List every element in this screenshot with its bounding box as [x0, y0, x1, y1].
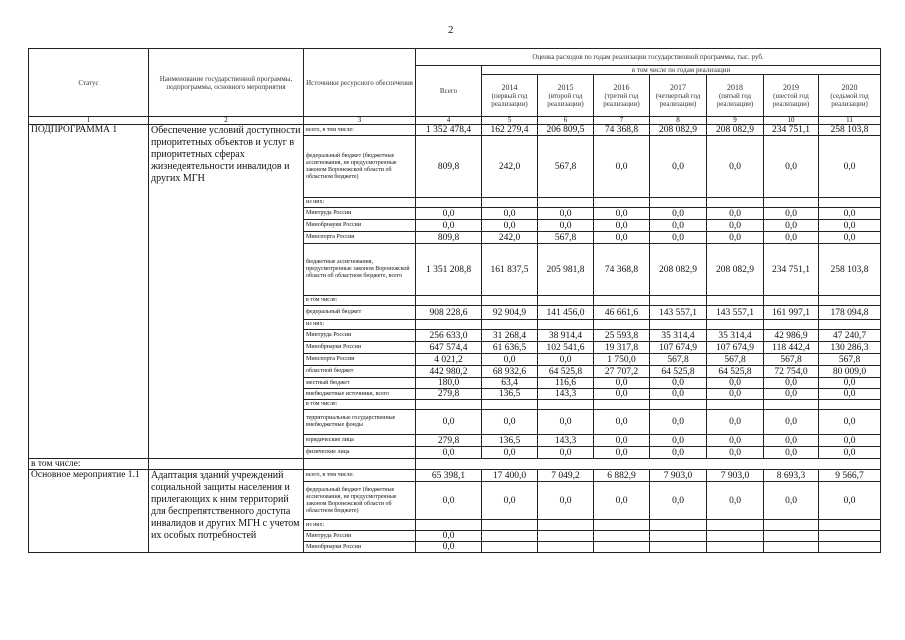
total-cell: 809,8	[416, 232, 482, 244]
year-value-cell	[594, 198, 650, 208]
year-header	[819, 75, 881, 117]
year-value-cell: 107 674,9	[707, 342, 764, 354]
empty-cell	[304, 459, 416, 470]
year-value-cell: 208 082,9	[707, 244, 764, 296]
year-value-cell: 0,0	[764, 435, 819, 447]
year-value-cell: 0,0	[650, 482, 707, 520]
year-value-cell	[764, 531, 819, 542]
year-value-cell: 0,0	[819, 435, 881, 447]
year-value-cell: 136,5	[482, 389, 538, 400]
year-number: 2017	[670, 82, 686, 92]
source-cell: федеральный бюджет (бюджетные ассигнования, не предусмотренные законом Воронежской области об областном бюджете)	[304, 136, 416, 198]
year-value-cell	[764, 296, 819, 306]
year-value-cell: 107 674,9	[650, 342, 707, 354]
table-row	[29, 125, 881, 136]
year-value-cell: 0,0	[707, 378, 764, 389]
year-value-cell: 64 525,8	[538, 366, 594, 378]
year-value-cell: 208 082,9	[707, 125, 764, 136]
year-value-cell: 162 279,4	[482, 125, 538, 136]
year-value-cell: 0,0	[707, 447, 764, 459]
total-cell: 647 574,4	[416, 342, 482, 354]
year-value-cell: 0,0	[707, 208, 764, 220]
year-header	[650, 75, 707, 117]
year-value-cell: 567,8	[538, 136, 594, 198]
year-value-cell: 0,0	[819, 220, 881, 232]
total-cell: 4 021,2	[416, 354, 482, 366]
year-value-cell: 143,3	[538, 435, 594, 447]
year-value-cell: 0,0	[764, 220, 819, 232]
source-cell: внебюджетные источники, всего	[304, 389, 416, 400]
year-value-cell: 143 557,1	[707, 306, 764, 320]
year-value-cell: 567,8	[650, 354, 707, 366]
year-value-cell: 92 904,9	[482, 306, 538, 320]
year-value-cell: 0,0	[594, 435, 650, 447]
year-value-cell: 0,0	[482, 220, 538, 232]
year-value-cell: 0,0	[538, 220, 594, 232]
source-cell: из них:	[304, 320, 416, 330]
year-header	[482, 75, 538, 117]
year-value-cell: 0,0	[594, 378, 650, 389]
year-value-cell: 0,0	[764, 447, 819, 459]
year-value-cell	[594, 542, 650, 553]
year-value-cell: 27 707,2	[594, 366, 650, 378]
source-cell: юридические лица	[304, 435, 416, 447]
year-label: (третий год реализации)	[603, 91, 640, 108]
total-cell: 65 398,1	[416, 470, 482, 482]
year-value-cell: 35 314,4	[650, 330, 707, 342]
year-value-cell: 258 103,8	[819, 244, 881, 296]
year-value-cell: 1 750,0	[594, 354, 650, 366]
year-value-cell: 242,0	[482, 136, 538, 198]
year-value-cell: 0,0	[707, 136, 764, 198]
total-cell: 0,0	[416, 220, 482, 232]
source-cell: федеральный бюджет	[304, 306, 416, 320]
year-value-cell: 0,0	[764, 136, 819, 198]
year-value-cell: 242,0	[482, 232, 538, 244]
year-value-cell: 234 751,1	[764, 244, 819, 296]
total-cell: 0,0	[416, 208, 482, 220]
year-value-cell: 258 103,8	[819, 125, 881, 136]
year-value-cell: 0,0	[482, 354, 538, 366]
year-header	[764, 75, 819, 117]
year-value-cell: 80 009,0	[819, 366, 881, 378]
year-value-cell	[538, 520, 594, 531]
year-value-cell	[650, 520, 707, 531]
year-value-cell: 0,0	[538, 354, 594, 366]
year-value-cell: 143 557,1	[650, 306, 707, 320]
total-cell: 0,0	[416, 447, 482, 459]
year-value-cell: 7 903,0	[650, 470, 707, 482]
year-value-cell: 208 082,9	[650, 244, 707, 296]
total-cell	[416, 520, 482, 531]
year-value-cell: 0,0	[594, 447, 650, 459]
year-value-cell: 0,0	[538, 410, 594, 435]
year-value-cell: 0,0	[764, 208, 819, 220]
year-value-cell: 7 903,0	[707, 470, 764, 482]
year-value-cell: 0,0	[819, 378, 881, 389]
year-value-cell: 0,0	[538, 482, 594, 520]
empty-cell	[149, 459, 304, 470]
year-header	[538, 75, 594, 117]
source-cell: Минобрнауки России	[304, 220, 416, 232]
column-index: 10	[764, 117, 819, 125]
column-index: 7	[594, 117, 650, 125]
year-label: (второй год реализации)	[547, 91, 584, 108]
total-cell: 0,0	[416, 410, 482, 435]
header-total: Всего	[416, 66, 482, 117]
year-value-cell	[764, 198, 819, 208]
year-value-cell: 0,0	[650, 447, 707, 459]
header-status: Статус	[29, 49, 149, 117]
year-header	[707, 75, 764, 117]
year-value-cell	[707, 531, 764, 542]
column-index: 8	[650, 117, 707, 125]
total-cell: 809,8	[416, 136, 482, 198]
year-value-cell: 0,0	[482, 208, 538, 220]
year-value-cell: 0,0	[650, 389, 707, 400]
source-cell: Минобрнауки России	[304, 542, 416, 553]
year-value-cell: 64 525,8	[650, 366, 707, 378]
year-label: (пятый год реализации)	[716, 91, 754, 108]
year-value-cell: 0,0	[650, 378, 707, 389]
year-value-cell: 0,0	[707, 232, 764, 244]
year-value-cell: 116,6	[538, 378, 594, 389]
source-cell: из них:	[304, 520, 416, 531]
year-value-cell	[650, 320, 707, 330]
total-cell: 1 352 478,4	[416, 125, 482, 136]
year-value-cell: 0,0	[538, 447, 594, 459]
column-index: 4	[416, 117, 482, 125]
year-value-cell	[538, 400, 594, 410]
year-value-cell: 64 525,8	[707, 366, 764, 378]
year-value-cell: 25 593,8	[594, 330, 650, 342]
year-value-cell	[764, 320, 819, 330]
year-value-cell: 0,0	[594, 220, 650, 232]
year-value-cell	[538, 320, 594, 330]
year-value-cell: 0,0	[764, 482, 819, 520]
year-value-cell	[482, 320, 538, 330]
year-value-cell: 72 754,0	[764, 366, 819, 378]
year-label: (шестой год реализации)	[772, 91, 810, 108]
year-value-cell: 208 082,9	[650, 125, 707, 136]
total-cell	[416, 198, 482, 208]
year-value-cell: 0,0	[764, 389, 819, 400]
year-value-cell: 0,0	[764, 410, 819, 435]
year-label: (первый год реализации)	[491, 91, 528, 108]
year-value-cell	[819, 531, 881, 542]
source-cell: в том числе:	[304, 400, 416, 410]
year-header	[594, 75, 650, 117]
year-value-cell: 8 693,3	[764, 470, 819, 482]
subprogram-name: Обеспечение условий доступности приоритетных объектов и услуг в приоритетных сферах жизнедеятельности инвалидов и других МГН	[149, 125, 304, 459]
year-value-cell: 0,0	[819, 136, 881, 198]
year-value-cell	[819, 542, 881, 553]
year-value-cell	[650, 198, 707, 208]
year-value-cell: 0,0	[707, 482, 764, 520]
year-value-cell	[650, 542, 707, 553]
year-value-cell: 161 997,1	[764, 306, 819, 320]
year-value-cell: 0,0	[819, 389, 881, 400]
year-number: 2014	[501, 82, 518, 92]
year-value-cell: 0,0	[594, 136, 650, 198]
year-value-cell: 0,0	[538, 208, 594, 220]
year-value-cell: 0,0	[707, 435, 764, 447]
resource-table	[28, 48, 881, 553]
year-value-cell: 0,0	[819, 482, 881, 520]
total-cell: 0,0	[416, 482, 482, 520]
year-value-cell	[482, 531, 538, 542]
source-cell: всего, в том числе:	[304, 125, 416, 136]
year-value-cell: 0,0	[482, 482, 538, 520]
year-value-cell: 0,0	[482, 447, 538, 459]
year-value-cell: 0,0	[707, 410, 764, 435]
source-cell: федеральный бюджет (бюджетные ассигнования, не предусмотренные законом Воронежской области об областном бюджете)	[304, 482, 416, 520]
year-value-cell: 0,0	[819, 410, 881, 435]
year-value-cell	[538, 198, 594, 208]
year-value-cell: 567,8	[538, 232, 594, 244]
year-number: 2019	[783, 82, 799, 92]
activity-status: Основное мероприятие 1.1	[29, 470, 149, 553]
year-value-cell	[482, 198, 538, 208]
year-value-cell	[650, 296, 707, 306]
year-value-cell: 74 368,8	[594, 244, 650, 296]
year-value-cell	[707, 296, 764, 306]
year-number: 2016	[613, 82, 630, 92]
year-value-cell: 7 049,2	[538, 470, 594, 482]
year-value-cell	[819, 296, 881, 306]
year-value-cell: 567,8	[764, 354, 819, 366]
year-value-cell: 136,5	[482, 435, 538, 447]
header-name: Наименование государственной программы, подпрограммы, основного мероприятия	[149, 49, 304, 117]
year-value-cell: 234 751,1	[764, 125, 819, 136]
header-by-years: в том числе по годам реализации	[482, 66, 881, 75]
year-value-cell: 0,0	[707, 389, 764, 400]
year-value-cell	[650, 400, 707, 410]
year-value-cell: 74 368,8	[594, 125, 650, 136]
source-cell: Минспорта России	[304, 354, 416, 366]
year-value-cell: 0,0	[650, 208, 707, 220]
year-value-cell: 205 981,8	[538, 244, 594, 296]
total-cell	[416, 320, 482, 330]
empty-cell	[416, 459, 881, 470]
column-index: 9	[707, 117, 764, 125]
year-value-cell	[819, 320, 881, 330]
year-value-cell: 178 094,8	[819, 306, 881, 320]
source-cell: в том числе:	[304, 296, 416, 306]
year-value-cell	[707, 198, 764, 208]
source-cell: территориальные государственные внебюджетные фонды	[304, 410, 416, 435]
year-value-cell	[819, 400, 881, 410]
year-value-cell	[594, 400, 650, 410]
year-value-cell: 17 400,0	[482, 470, 538, 482]
column-index: 2	[149, 117, 304, 125]
year-value-cell	[482, 520, 538, 531]
year-value-cell	[594, 531, 650, 542]
year-value-cell: 0,0	[650, 136, 707, 198]
year-value-cell: 42 986,9	[764, 330, 819, 342]
year-number: 2018	[727, 82, 743, 92]
year-value-cell	[538, 542, 594, 553]
source-cell: Минтруда России	[304, 208, 416, 220]
year-value-cell: 0,0	[594, 482, 650, 520]
year-number: 2015	[557, 82, 574, 92]
year-value-cell: 0,0	[650, 410, 707, 435]
including-label: в том числе:	[29, 459, 149, 470]
total-cell	[416, 400, 482, 410]
column-index: 6	[538, 117, 594, 125]
year-value-cell	[819, 520, 881, 531]
year-value-cell: 0,0	[819, 447, 881, 459]
including-row	[29, 459, 881, 470]
year-value-cell	[594, 520, 650, 531]
year-value-cell: 47 240,7	[819, 330, 881, 342]
year-value-cell: 0,0	[594, 232, 650, 244]
source-cell: Минобрнауки России	[304, 342, 416, 354]
year-label: (четвертый год реализации)	[655, 91, 701, 108]
source-cell: Минспорта России	[304, 232, 416, 244]
total-cell: 256 633,0	[416, 330, 482, 342]
year-value-cell: 31 268,4	[482, 330, 538, 342]
total-cell	[416, 296, 482, 306]
year-value-cell: 141 456,0	[538, 306, 594, 320]
year-value-cell: 0,0	[819, 232, 881, 244]
source-cell: бюджетные ассигнования, предусмотренные законом Воронежской области об областном бюджете, всего	[304, 244, 416, 296]
year-value-cell: 0,0	[819, 208, 881, 220]
column-index: 1	[29, 117, 149, 125]
year-value-cell: 0,0	[707, 220, 764, 232]
year-value-cell: 63,4	[482, 378, 538, 389]
year-value-cell	[594, 296, 650, 306]
activity-name: Адаптация зданий учреждений социальной защиты населения и прилегающих к ним территорий для беспрепятственного доступа инвалидов и других МГН с учетом их особых потребностей	[149, 470, 304, 553]
total-cell: 442 980,2	[416, 366, 482, 378]
column-index: 11	[819, 117, 881, 125]
total-cell: 0,0	[416, 531, 482, 542]
total-cell: 180,0	[416, 378, 482, 389]
header-estimate: Оценка расходов по годам реализации государственной программы, тыс. руб.	[416, 49, 881, 66]
year-label: (седьмой год реализации)	[830, 91, 869, 108]
year-value-cell: 6 882,9	[594, 470, 650, 482]
total-cell: 1 351 208,8	[416, 244, 482, 296]
year-value-cell	[707, 320, 764, 330]
year-value-cell: 38 914,4	[538, 330, 594, 342]
subprogram-status: ПОДПРОГРАММА 1	[29, 125, 149, 459]
year-value-cell	[764, 542, 819, 553]
year-value-cell: 567,8	[707, 354, 764, 366]
year-value-cell: 0,0	[594, 389, 650, 400]
year-value-cell: 143,3	[538, 389, 594, 400]
table-row	[29, 470, 881, 482]
year-value-cell	[707, 520, 764, 531]
year-value-cell	[764, 400, 819, 410]
year-value-cell	[819, 198, 881, 208]
total-cell: 279,8	[416, 389, 482, 400]
column-index: 3	[304, 117, 416, 125]
year-value-cell: 46 661,6	[594, 306, 650, 320]
source-cell: физические лица	[304, 447, 416, 459]
year-value-cell: 0,0	[594, 410, 650, 435]
source-cell: областной бюджет	[304, 366, 416, 378]
year-value-cell: 102 541,6	[538, 342, 594, 354]
column-index: 5	[482, 117, 538, 125]
source-cell: всего, в том числе:	[304, 470, 416, 482]
year-value-cell	[482, 542, 538, 553]
year-value-cell	[707, 400, 764, 410]
source-cell: местный бюджет	[304, 378, 416, 389]
year-value-cell: 206 809,5	[538, 125, 594, 136]
year-number: 2020	[841, 82, 858, 92]
year-value-cell	[650, 531, 707, 542]
year-value-cell	[594, 320, 650, 330]
year-value-cell: 0,0	[764, 378, 819, 389]
year-value-cell: 0,0	[650, 435, 707, 447]
year-value-cell	[538, 531, 594, 542]
year-value-cell: 130 286,3	[819, 342, 881, 354]
year-value-cell	[764, 520, 819, 531]
year-value-cell: 0,0	[482, 410, 538, 435]
year-value-cell: 567,8	[819, 354, 881, 366]
year-value-cell	[482, 296, 538, 306]
year-value-cell: 161 837,5	[482, 244, 538, 296]
year-value-cell: 35 314,4	[707, 330, 764, 342]
year-value-cell	[707, 542, 764, 553]
year-value-cell: 118 442,4	[764, 342, 819, 354]
source-cell: из них:	[304, 198, 416, 208]
year-value-cell: 0,0	[764, 232, 819, 244]
year-value-cell: 0,0	[650, 220, 707, 232]
page-number: 2	[448, 24, 454, 36]
total-cell: 0,0	[416, 542, 482, 553]
year-value-cell: 0,0	[594, 208, 650, 220]
total-cell: 908 228,6	[416, 306, 482, 320]
total-cell: 279,8	[416, 435, 482, 447]
source-cell: Минтруда России	[304, 531, 416, 542]
year-value-cell: 19 317,8	[594, 342, 650, 354]
year-value-cell: 68 932,6	[482, 366, 538, 378]
year-value-cell: 0,0	[650, 232, 707, 244]
year-value-cell	[538, 296, 594, 306]
source-cell: Минтруда России	[304, 330, 416, 342]
year-value-cell: 9 566,7	[819, 470, 881, 482]
year-value-cell	[482, 400, 538, 410]
header-sources: Источники ресурсного обеспечения	[304, 49, 416, 117]
year-value-cell: 61 636,5	[482, 342, 538, 354]
